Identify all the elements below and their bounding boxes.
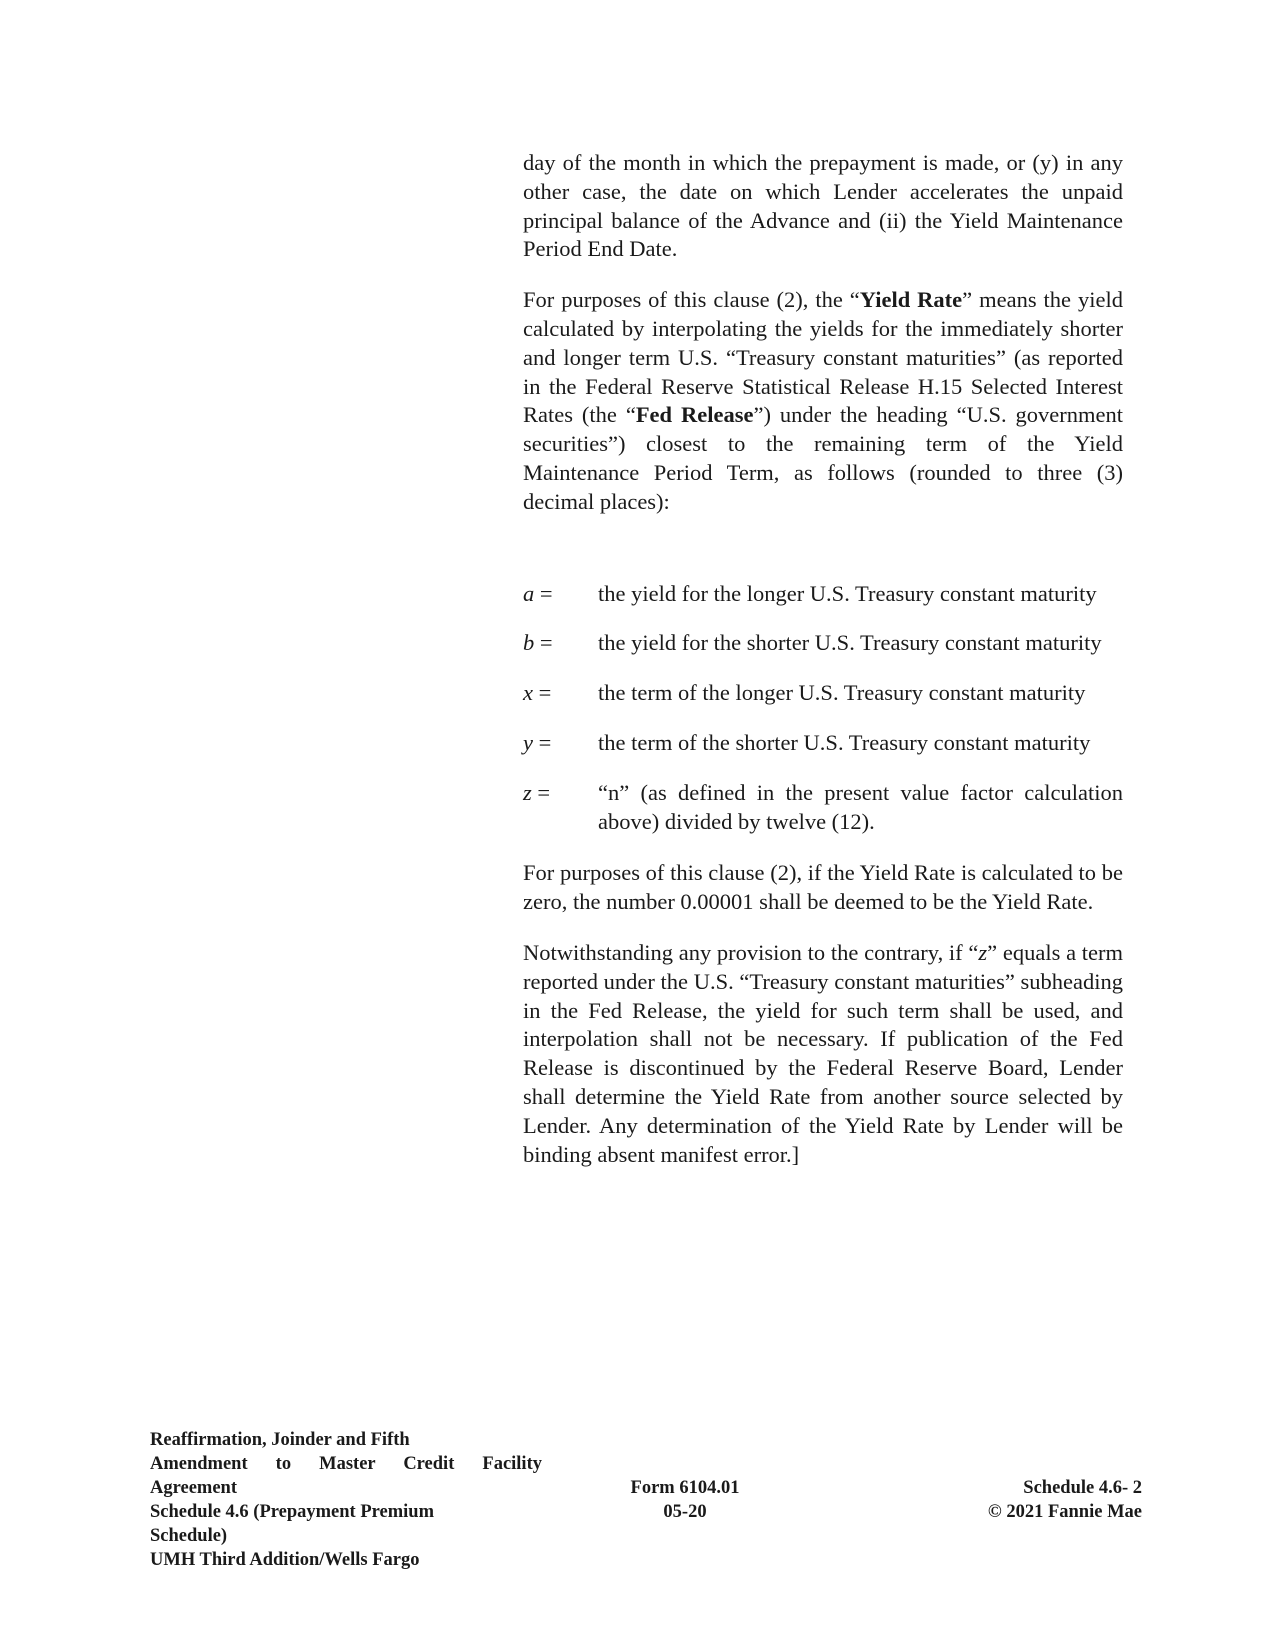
definition-var-a: a [523, 580, 535, 606]
definition-x [523, 679, 1123, 708]
definition-b [523, 629, 1123, 658]
footer-form-number [560, 1476, 810, 1524]
definition-eq-x: = [533, 680, 552, 706]
paragraph-zero-yield: For purposes of this clause (2), if the Yield Rate is calculated to be zero, the number 0.00001 shall be deemed to be the Yield Rate. [523, 860, 1123, 915]
footer-form-id: Form 6104.01 [630, 1478, 740, 1498]
definition-eq-y: = [533, 729, 552, 755]
yield-rate-text-b: ” means the yield calculated by interpolating the yields for the immediately shorter and longer term U.S. “Treasury constant maturities” (as reported in the Federal Reserve Statistical Release H.15 Selected Interest Rates (the “ [523, 287, 1123, 428]
footer-page-number: Schedule 4.6- 2 [1023, 1478, 1142, 1498]
definition-var-x: x [523, 680, 533, 706]
yield-rate-text-a: For purposes of this clause (2), the “ [523, 287, 860, 313]
footer-document-title [150, 1428, 542, 1572]
footer-left-line-2: Amendment to Master Credit Facility [150, 1454, 542, 1474]
footer-left-line-3: Agreement [150, 1478, 237, 1498]
definition-var-y: y [523, 729, 533, 755]
definition-var-z: z [523, 779, 532, 805]
definition-text-z: “n” (as defined in the present value factor calculation above) divided by twelve (12). [598, 779, 1123, 834]
yield-rate-term: Yield Rate [859, 287, 963, 313]
definition-eq-b: = [534, 630, 553, 656]
definition-z [523, 779, 1123, 837]
definition-a [523, 580, 1123, 609]
definition-eq-a: = [534, 580, 553, 606]
footer-left-line-4: Schedule 4.6 (Prepayment Premium [150, 1502, 434, 1522]
notwithstanding-var-z: z [978, 939, 988, 965]
definition-text-a: the yield for the longer U.S. Treasury constant maturity [598, 580, 1097, 606]
paragraph-prepayment-date: day of the month in which the prepayment is made, or (y) in any other case, the date on which Lender accelerates the unpaid principal balance of the Advance and (ii) the Yield Maintenance Period End Date. [523, 150, 1123, 262]
definition-text-b: the yield for the shorter U.S. Treasury constant maturity [598, 630, 1102, 656]
footer-left-line-5: Schedule) [150, 1526, 228, 1546]
yield-rate-text-c: ”) under the heading “U.S. government securities”) closest to the remaining term of the Yield Maintenance Period Term, as follows (rounded to three (3) decimal places): [523, 402, 1123, 514]
footer-left-line-1: Reaffirmation, Joinder and Fifth [150, 1430, 410, 1450]
notwithstanding-text-a: Notwithstanding any provision to the contrary, if “ [523, 939, 979, 965]
footer-left-line-6: UMH Third Addition/Wells Fargo [150, 1550, 420, 1570]
definition-y [523, 729, 1123, 758]
paragraph-yield-rate-definition [523, 286, 1123, 516]
paragraph-notwithstanding [523, 939, 1123, 1169]
footer-page-info [892, 1476, 1142, 1524]
footer-form-date: 05-20 [663, 1502, 707, 1522]
fed-release-term: Fed Release [635, 402, 754, 428]
document-body [523, 149, 1123, 1169]
definition-var-b: b [523, 630, 535, 656]
page-footer [0, 1428, 1275, 1578]
definition-text-x: the term of the longer U.S. Treasury constant maturity [598, 680, 1086, 706]
footer-copyright: © 2021 Fannie Mae [987, 1502, 1142, 1522]
notwithstanding-text-b: ” equals a term reported under the U.S. “Treasury constant maturities” subheading in the Fed Release, the yield for such term shall be used, and interpolation shall not be necessary. If publication of the Fed Release is discontinued by the Federal Reserve Board, Lender shall determine the Yield Rate from another source selected by Lender. Any determination of the Yield Rate by Lender will be binding absent manifest error.] [523, 939, 1124, 1167]
definition-eq-z: = [531, 779, 551, 805]
definition-text-y: the term of the shorter U.S. Treasury constant maturity [598, 729, 1091, 755]
